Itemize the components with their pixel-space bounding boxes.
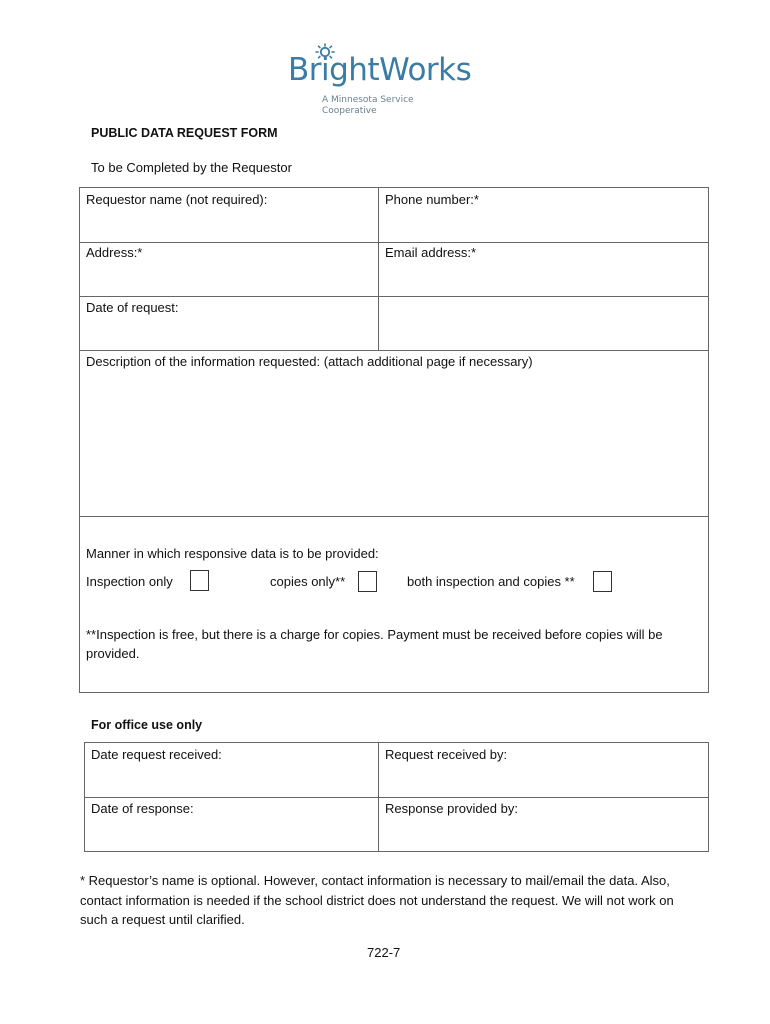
row-divider [80, 350, 708, 351]
requestor-table [79, 187, 709, 693]
footnote: * Requestor’s name is optional. However, contact information is necessary to mail/email the data. Also, contact information is needed if the school district does not understand the request. We will not work on such a request until clarified. [80, 873, 674, 927]
column-divider [378, 188, 379, 350]
logo-wordmark: BrightWorks [288, 52, 472, 88]
copies-only-label: copies only** [270, 574, 346, 589]
office-use-table [84, 742, 709, 852]
description-field[interactable]: Description of the information requested: (attach additional page if necessary) [86, 354, 533, 369]
requestor-name-field[interactable]: Requestor name (not required): [86, 192, 268, 207]
logo-subtitle-line1: A Minnesota Service [322, 95, 414, 105]
inspection-only-checkbox[interactable] [190, 570, 209, 591]
row-divider [80, 296, 708, 297]
both-inspection-copies-checkbox[interactable] [593, 571, 612, 592]
page-number: 722-7 [367, 945, 401, 960]
row-divider [85, 797, 708, 798]
copies-only-checkbox[interactable] [358, 571, 377, 592]
date-of-response-field[interactable]: Date of response: [91, 801, 194, 816]
date-of-request-field[interactable]: Date of request: [86, 300, 179, 315]
form-title: PUBLIC DATA REQUEST FORM [91, 126, 278, 140]
office-use-title: For office use only [91, 718, 203, 732]
logo-subtitle-line2: Cooperative [322, 106, 377, 116]
row-divider [80, 242, 708, 243]
request-received-by-field[interactable]: Request received by: [385, 747, 508, 762]
brightworks-logo [0, 0, 770, 120]
email-address-field[interactable]: Email address:* [385, 245, 477, 260]
row-divider [80, 516, 708, 517]
both-inspection-copies-label: both inspection and copies ** [407, 574, 575, 589]
address-field[interactable]: Address:* [86, 245, 143, 260]
phone-number-field[interactable]: Phone number:* [385, 192, 479, 207]
response-provided-by-field[interactable]: Response provided by: [385, 801, 518, 816]
manner-label: Manner in which responsive data is to be provided: [86, 546, 379, 561]
inspection-only-label: Inspection only [86, 574, 173, 589]
charge-note: **Inspection is free, but there is a charge for copies. Payment must be received before copies will be provided. [86, 627, 663, 661]
column-divider [378, 743, 379, 851]
date-request-received-field[interactable]: Date request received: [91, 747, 222, 762]
form-subtitle: To be Completed by the Requestor [91, 160, 292, 175]
